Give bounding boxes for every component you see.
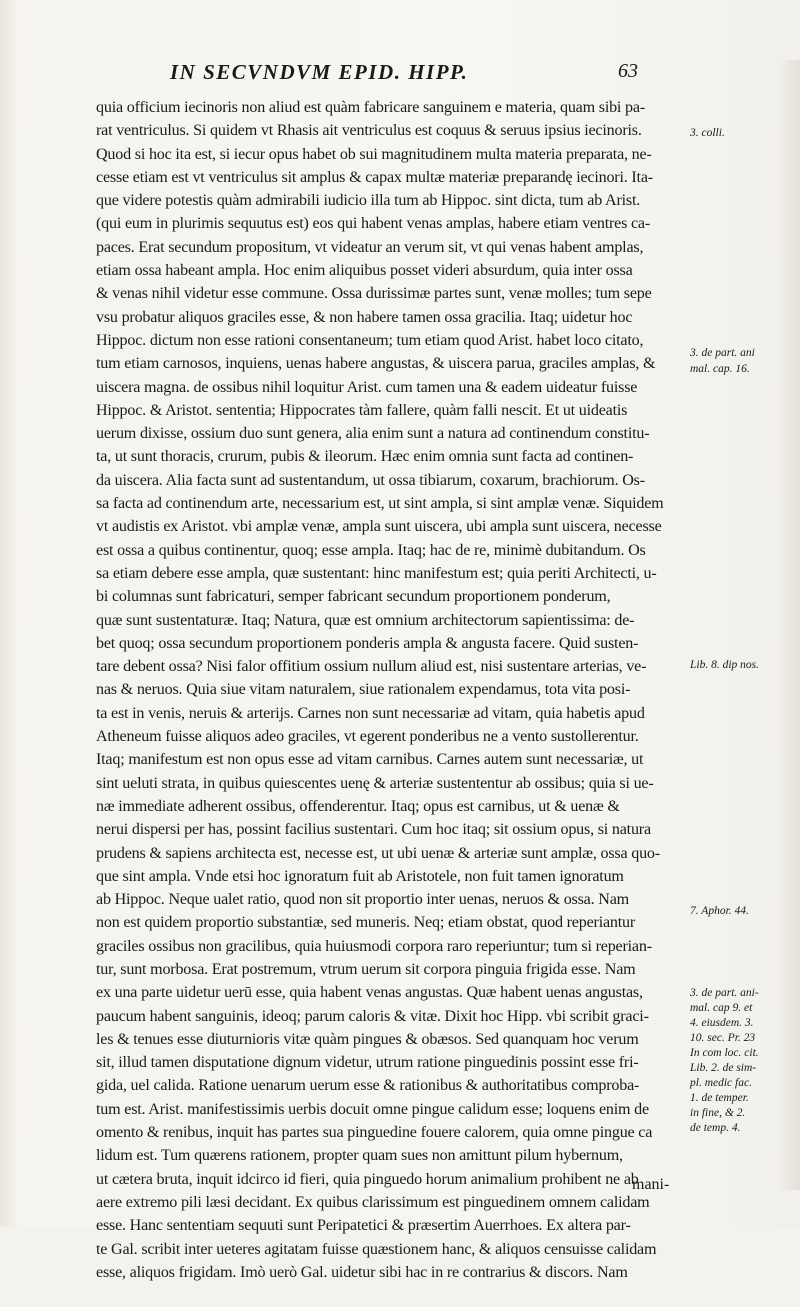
text-line: etiam ossa habeant ampla. Hoc enim aliquibus posset videri absurdum, quia inter ossa [96, 262, 633, 280]
margin-note: de temp. 4. [690, 1122, 741, 1134]
text-line: vt audistis ex Aristot. vbi amplæ venæ, ampla sunt uiscera, ubi ampla sunt uiscera, necesse [96, 518, 662, 536]
text-line: est ossa a quibus continentur, quoq; esse ampla. Itaq; hac de re, minimè dubitandum. Os [96, 541, 646, 559]
text-line: quæ sunt sustentaturæ. Itaq; Natura, quæ est omnium architectorum sapientissima: de- [96, 611, 635, 629]
text-line: sa facta ad continendum arte, necessarium est, ut sint ampla, si sint amplæ venæ. Siquidem [96, 495, 664, 513]
margin-note: 10. sec. Pr. 23 [690, 1032, 756, 1044]
text-line: Quod si hoc ita est, si iecur opus habet ob sui magnitudinem multa materia preparata, ne- [96, 145, 652, 163]
text-line: te Gal. scribit inter ueteres agitatam fuisse quæstionem hanc, & aliquos censuisse calidam [96, 1240, 657, 1258]
text-line: rat ventriculus. Si quidem vt Rhasis ait ventriculus est coquus & seruus ipsius iecinoris. [96, 122, 642, 140]
text-line: nas & neruos. Quia siue vitam naturalem, siue rationalem expendamus, tota vita posi- [96, 681, 631, 699]
margin-note: Lib. 8. dip nos. [690, 659, 760, 671]
text-line: que videre potestis quàm admirabili iudicio illa tum ab Hippoc. sint dicta, tum ab Arist. [96, 192, 641, 210]
text-line: & venas nihil videtur esse commune. Ossa durissimæ partes sunt, venæ molles; tum sepe [96, 285, 652, 303]
text-line: cesse etiam est vt ventriculus sit amplus & capax multæ materiæ preparandę iecinori. Ita- [96, 168, 653, 186]
text-line: bet quoq; ossa secundum proportionem ponderis ampla & angusta facere. Quid susten- [96, 634, 639, 652]
text-line: que sint ampla. Vnde etsi hoc ignoratum fuit ab Aristotele, non fuit tamen ignoratum [96, 867, 624, 885]
text-line: ex una parte uidetur uerū esse, quia habent venas angustas. Quæ habent uenas angustas, [96, 984, 643, 1002]
margin-note: pl. medic fac. [690, 1077, 752, 1089]
margin-note: 4. eiusdem. 3. [690, 1017, 754, 1029]
text-line: næ immediate adherent ossibus, offenderentur. Itaq; opus est carnibus, ut & uenæ & [96, 797, 620, 815]
text-line: esse. Hanc sententiam sequuti sunt Peripatetici & præsertim Auerrhoes. Ex altera par- [96, 1217, 631, 1235]
margin-note: 1. de temper. [690, 1092, 749, 1104]
text-line: tare debent ossa? Nisi falor offitium ossium nullum aliud est, nisi sustentare arterias, ve- [96, 658, 647, 676]
text-line: tur, sunt morbosa. Erat postremum, vtrum uerum sit corpora pinguia frigida esse. Nam [96, 960, 636, 978]
text-line: Hippoc. dictum non esse rationi consentaneum; tum etiam quod Arist. habet loco citato, [96, 331, 644, 349]
text-line: graciles ossibus non gracilibus, quia huiusmodi corpora raro reperiuntur; tum si reperian- [96, 937, 652, 955]
text-line: esse, aliquos frigidam. Imò uerò Gal. uidetur sibi hac in re contrarius & discors. Nam [96, 1263, 628, 1281]
text-line: Itaq; manifestum est non opus esse ad vitam carnibus. Carnes autem sunt necessariæ, ut [96, 751, 644, 769]
margin-note: In com loc. cit. [690, 1047, 759, 1059]
margin-note: Lib. 2. de sim- [690, 1062, 757, 1074]
margin-note: 3. colli. [690, 127, 725, 139]
text-line: Hippoc. & Aristot. sententia; Hippocrates tàm fallere, quàm falli nescit. Et ut uideatis [96, 401, 628, 419]
text-line: da uiscera. Alia facta sunt ad sustentandum, ut ossa tibiarum, coxarum, brachiorum. Os- [96, 471, 645, 489]
text-line: bi columnas sunt fabricaturi, semper fabricant secundum proportionem ponderum, [96, 588, 611, 606]
text-line: (qui eum in plurimis sequutus est) eos qui habent venas amplas, habere etiam ventres ca- [96, 215, 651, 233]
text-line: ab Hippoc. Neque ualet ratio, quod non sit proportio inter uenas, neruos & ossa. Nam [96, 891, 629, 909]
text-line: nerui dispersi per has, possint facilius sustentari. Cum hoc itaq; sit ossium opus, si natura [96, 821, 651, 839]
text-line: tum etiam carnosos, inquiens, uenas habere angustas, & uiscera parua, graciles amplas, & [96, 355, 656, 373]
running-head: IN SECVNDVM EPID. HIPP. [170, 60, 469, 84]
margin-note: 7. Aphor. 44. [690, 905, 749, 917]
body-text [96, 96, 686, 1307]
text-line: non est quidem proportio substantiæ, sed muneris. Neq; etiam obstat, quod reperiantur [96, 914, 636, 932]
text-line: ta est in venis, neruis & arterijs. Carnes non sunt necessariæ ad vitam, quia habetis apud [96, 704, 645, 722]
text-line: les & tenues esse diuturnioris vitæ quàm pingues & obæsos. Sed quanquam hoc verum [96, 1030, 639, 1048]
margin-note: mal. cap 9. et [690, 1002, 753, 1014]
text-line: tum est. Arist. manifestissimis uerbis docuit omne pingue calidum esse; loquens enim de [96, 1100, 649, 1118]
text-line: lidum est. Tum quærens rationem, propter quam sues non amittunt pilum hybernum, [96, 1147, 623, 1165]
text-line: Atheneum fuisse aliquos adeo graciles, vt egerent ponderibus ne a vento sustollerentur. [96, 728, 639, 746]
page-edge-shadow [778, 60, 800, 1190]
text-line [96, 1284, 686, 1307]
margin-note: 3. de part. ani [690, 347, 755, 359]
text-line: gida, uel calida. Ratione uenarum uerum esse & rationibus & authoritatibus comproba- [96, 1077, 640, 1095]
page-number: 63 [618, 60, 638, 82]
text-line: ut cætera bruta, inquit idcirco id fieri, quia pinguedo horum animalium prohibent ne ab [96, 1170, 639, 1188]
text-line: vsu probatur aliquos graciles esse, & non habere tamen ossa gracilia. Itaq; uidetur hoc [96, 308, 633, 326]
margin-note: mal. cap. 16. [690, 363, 750, 375]
text-line: ta, ut sunt thoracis, crurum, pubis & ileorum. Hæc enim omnia sunt facta ad continen- [96, 448, 634, 466]
text-line: uerum dixisse, ossium duo sunt genera, alia enim sunt a natura ad continendum constitu- [96, 425, 650, 443]
text-line: aere extremo pili læsi decidant. Ex quibus clarissimum est pinguedinem omnem calidam [96, 1193, 650, 1211]
margin-note: in fine, & 2. [690, 1107, 746, 1119]
text-line: omento & renibus, inquit has partes sua pinguedine fouere calorem, quia omne pingue ca [96, 1124, 653, 1142]
text-line: sint ueluti strata, in quibus quiescentes uenę & arteriæ sustententur ab ossibus; quia si ue- [96, 774, 654, 792]
text-line: paces. Erat secundum propositum, vt videatur an verum sit, vt qui venas habent amplas, [96, 238, 644, 256]
text-line: sit, illud tamen disputatione dignum videtur, utrum ratione pinguedinis possint esse fri- [96, 1054, 639, 1072]
page-header [150, 60, 770, 94]
text-line: paucum habent sanguinis, ideoq; parum caloris & vitæ. Dixit hoc Hipp. vbi scribit graci- [96, 1007, 649, 1025]
text-line: uiscera magna. de ossibus nihil loquitur Arist. cum tamen una & eadem uideatur fuisse [96, 378, 638, 396]
text-line: quia officium iecinoris non aliud est quàm fabricare sanguinem e materia, quam sibi pa- [96, 99, 645, 116]
text-line: sa etiam debere esse ampla, quæ sustentant: hinc manifestum est; quia periti Architecti, u- [96, 564, 657, 582]
text-line: prudens & sapiens architecta est, necesse est, ut ubi uenæ & arteriæ sunt amplæ, ossa quo- [96, 844, 660, 862]
catchword: mani- [632, 1176, 670, 1193]
margin-note: 3. de part. ani- [690, 987, 759, 999]
